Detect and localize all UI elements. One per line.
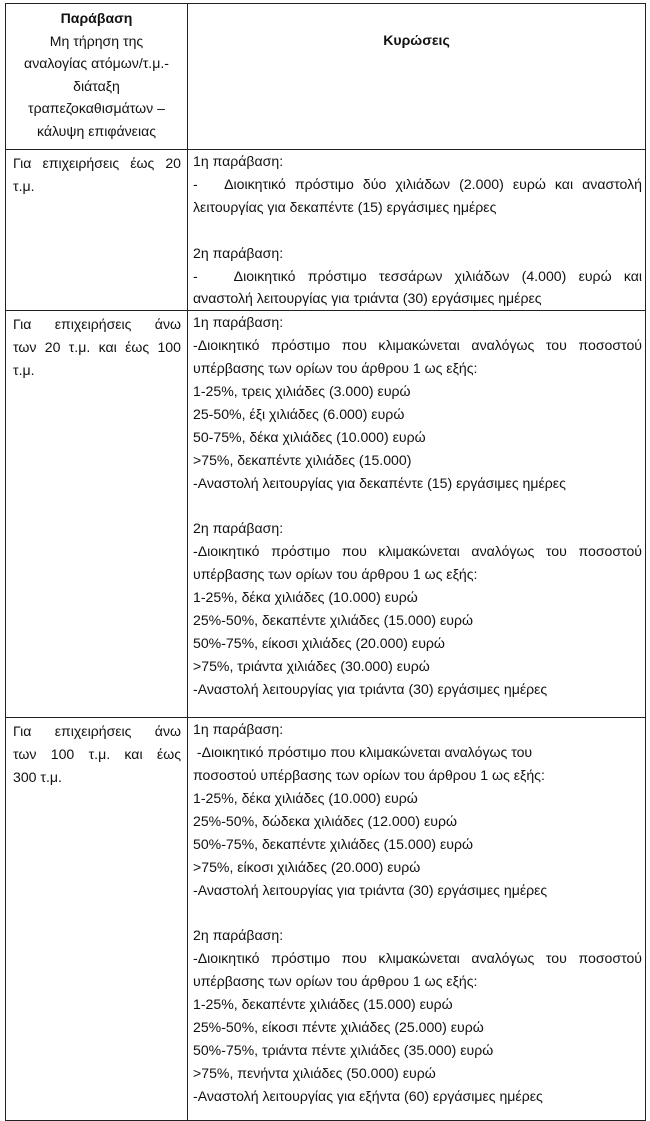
violation-label: 1η παράβαση: bbox=[193, 153, 284, 169]
table-row bbox=[6, 311, 646, 718]
spacer bbox=[193, 902, 642, 925]
sanctions-header-title: Κυρώσεις bbox=[383, 32, 450, 48]
table-row bbox=[6, 718, 646, 1121]
sanction-line: 1-25%, δέκα χιλιάδες (10.000) ευρώ bbox=[193, 589, 418, 606]
sanction-line: 50%-75%, είκοσι χιλιάδες (20.000) ευρώ bbox=[193, 635, 445, 651]
category-line: των 20 τ.μ. και έως 100 bbox=[13, 339, 181, 356]
sanction-line: 25-50%, έξι χιλιάδες (6.000) ευρώ bbox=[193, 405, 405, 422]
sanction-line: 25%-50%, δεκαπέντε χιλιάδες (15.000) ευρώ bbox=[193, 612, 474, 629]
sanction-line: 50-75%, δέκα χιλιάδες (10.000) ευρώ bbox=[193, 428, 426, 445]
sanction-line: 1-25%, δέκα χιλιάδες (10.000) ευρώ bbox=[193, 790, 418, 807]
category-line: Για επιχειρήσεις άνω bbox=[13, 316, 181, 333]
violation-header-line: αναλογίας ατόμων/τ.μ.- bbox=[24, 55, 169, 72]
sanction-line: - Διοικητικό πρόστιμο δύο χιλιάδων (2.000) ευρώ και αναστολή bbox=[193, 175, 642, 192]
sanction-line: >75%, είκοσι χιλιάδες (20.000) ευρώ bbox=[193, 858, 421, 875]
sanction-line: 50%-75%, τριάντα πέντε χιλιάδες (35.000) ευρώ bbox=[193, 1042, 494, 1058]
sanction-line: -Αναστολή λειτουργίας για τριάντα (30) εργάσιμες ημέρες bbox=[193, 881, 548, 898]
category-line: τ.μ. bbox=[13, 177, 35, 194]
violation-label: 1η παράβαση: bbox=[193, 314, 284, 331]
violation-header-line: διάταξη bbox=[73, 77, 120, 94]
violation-header-line: Μη τήρηση της bbox=[49, 32, 144, 49]
sanctions-cell bbox=[188, 311, 646, 718]
violation-label: 2η παράβαση: bbox=[193, 244, 284, 261]
sanction-line: υπέρβασης των ορίων του άρθρου 1 ως εξής: bbox=[193, 566, 478, 583]
sanction-line: -Διοικητικό πρόστιμο που κλιμακώνεται αναλόγως του ποσοστού bbox=[193, 950, 642, 967]
sanction-line: υπέρβασης των ορίων του άρθρου 1 ως εξής: bbox=[193, 360, 478, 377]
spacer bbox=[193, 219, 642, 242]
sanction-line: -Διοικητικό πρόστιμο που κλιμακώνεται αναλόγως του bbox=[193, 744, 533, 761]
sanction-line: >75%, τριάντα χιλιάδες (30.000) ευρώ bbox=[193, 657, 430, 674]
sanction-line: - Διοικητικό πρόστιμο τεσσάρων χιλιάδων (4.000) ευρώ και bbox=[193, 267, 642, 284]
table-header-row bbox=[6, 4, 646, 150]
sanction-line: >75%, πενήντα χιλιάδες (50.000) ευρώ bbox=[193, 1064, 436, 1081]
violation-label: 2η παράβαση: bbox=[193, 520, 284, 537]
category-line: Για επιχειρήσεις έως 20 bbox=[13, 155, 181, 171]
sanction-line: 25%-50%, δώδεκα χιλιάδες (12.000) ευρώ bbox=[193, 812, 457, 829]
sanction-line: αναστολή λειτουργίας για τριάντα (30) εργάσιμες ημέρες bbox=[193, 290, 542, 307]
violation-header-title: Παράβαση bbox=[60, 10, 133, 26]
table-row bbox=[6, 150, 646, 311]
sanction-line: 50%-75%, δεκαπέντε χιλιάδες (15.000) ευρώ bbox=[193, 835, 474, 852]
spacer bbox=[193, 495, 642, 518]
sanction-line: 1-25%, τρεις χιλιάδες (3.000) ευρώ bbox=[193, 383, 411, 400]
violation-header-cell bbox=[6, 4, 188, 150]
sanctions-cell bbox=[188, 718, 646, 1121]
violation-label: 1η παράβαση: bbox=[193, 721, 284, 738]
sanction-line: -Διοικητικό πρόστιμο που κλιμακώνεται αναλόγως του ποσοστού bbox=[193, 543, 642, 560]
sanction-line: -Αναστολή λειτουργίας για εξήντα (60) εργάσιμες ημέρες bbox=[193, 1087, 543, 1104]
violation-header-line: τραπεζοκαθισμάτων – bbox=[28, 100, 165, 117]
category-cell bbox=[6, 311, 188, 718]
sanction-line: -Αναστολή λειτουργίας για δεκαπέντε (15) εργάσιμες ημέρες bbox=[193, 474, 566, 491]
sanction-line: -Διοικητικό πρόστιμο που κλιμακώνεται αναλόγως του ποσοστού bbox=[193, 337, 642, 354]
category-line: των 100 τ.μ. και έως bbox=[13, 746, 181, 763]
category-line: τ.μ. bbox=[13, 362, 35, 379]
category-cell bbox=[6, 718, 188, 1121]
sanction-line: λειτουργίας για δεκαπέντε (15) εργάσιμες ημέρες bbox=[193, 198, 497, 215]
category-line: 300 τ.μ. bbox=[13, 769, 62, 786]
sanctions-header-cell bbox=[188, 4, 646, 150]
sanction-line: υπέρβασης των ορίων του άρθρου 1 ως εξής: bbox=[193, 973, 478, 990]
violation-label: 2η παράβαση: bbox=[193, 927, 284, 944]
sanction-line: 1-25%, δεκαπέντε χιλιάδες (15.000) ευρώ bbox=[193, 996, 453, 1013]
violation-header-line: κάλυψη επιφάνειας bbox=[36, 122, 157, 139]
sanctions-table bbox=[5, 3, 646, 1121]
sanction-line: 25%-50%, είκοσι πέντε χιλιάδες (25.000) ευρώ bbox=[193, 1019, 484, 1036]
sanction-line: -Αναστολή λειτουργίας για τριάντα (30) εργάσιμες ημέρες bbox=[193, 680, 548, 697]
sanction-line: >75%, δεκαπέντε χιλιάδες (15.000) bbox=[193, 451, 412, 468]
sanctions-cell bbox=[188, 150, 646, 311]
category-line: Για επιχειρήσεις άνω bbox=[13, 723, 181, 740]
sanction-line: ποσοστού υπέρβασης των ορίων του άρθρου 1 ως εξής: bbox=[193, 767, 545, 784]
category-cell bbox=[6, 150, 188, 311]
